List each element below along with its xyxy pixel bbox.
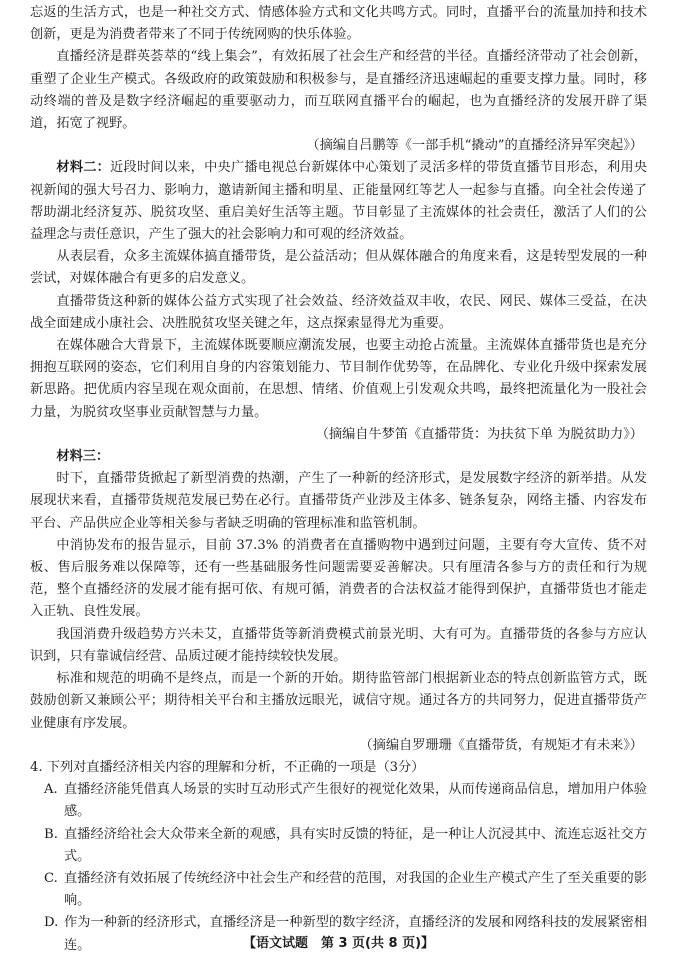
material-two-paragraph: 在媒体融合大背景下，主流媒体既要顺应潮流发展，也要主动抢占流量。主流媒体直播带货也是充分拥抱互联网的姿态，它们利用自身的内容策划能力、节目制作优势等，在品牌化、专业化升级中探索发展新思路。把优质内容呈现在观众面前，在思想、情绪、价值观上引发观众共鸣，最终把流量化为一股社会力量，为脱贫攻坚事业贡献智慧与力量。 — [30, 338, 647, 420]
question-stem: 4. 下列对直播经济相关内容的理解和分析，不正确的一项是（3分） — [30, 759, 425, 775]
material-two-title: 材料二： — [56, 160, 111, 176]
material-two-source: （摘编自牛梦笛《直播带货：为扶贫下单 为脱贫助力》） — [315, 426, 643, 442]
material-one-source: （摘编自吕鹏等《一部手机“撬动”的直播经济异军突起》） — [306, 138, 643, 154]
material-two-paragraph-text: 近段时间以来，中央广播电视总台新媒体中心策划了灵活多样的带货直播节目形态，利用央视新闻的强大号召力、影响力，邀请新闻主播和明星、正能量网红等艺人一起参与直播。向全社会传递了帮助湖北经济复苏、脱贫攻坚、重启美好生活等主题。节目彰显了主流媒体的社会责任，激活了人们的公益理念与责任意识，产生了强大的社会影响力和可观的经济效益。 — [30, 160, 648, 243]
option-letter: C. — [44, 870, 58, 886]
material-two-paragraph — [30, 157, 647, 246]
option-b[interactable] — [30, 824, 647, 868]
question-four — [30, 757, 647, 957]
material-one-section — [30, 2, 647, 157]
option-letter: A. — [44, 782, 58, 798]
page-footer: 【语文试题 第 3 页(共 8 页)】 — [242, 935, 435, 951]
material-two-paragraph: 从表层看，众多主流媒体搞直播带货，是公益活动；但从媒体融合的角度来看，这是转型发展的一种尝试，对媒体融合有更多的启发意义。 — [30, 249, 647, 287]
material-one-paragraph-continued: 忘返的生活方式，也是一种社交方式、情感体验方式和文化共鸣方式。同时，直播平台的流量加持和技术创新，更是为消费者带来了不同于传统网购的快乐体验。 — [30, 5, 647, 43]
option-letter: D. — [44, 915, 59, 931]
material-two-section — [30, 157, 647, 446]
material-three-paragraph: 标准和规范的明确不是终点，而是一个新的开始。期待监管部门根据新业态的特点创新监管方式，既鼓励创新又兼顾公平；期待相关平台和主播放远眼光，诚信守规。通过各方的共同努力，促进直播带货产业健康有序发展。 — [30, 671, 647, 731]
option-a[interactable] — [30, 779, 647, 823]
option-text: 直播经济给社会大众带来全新的观感，具有实时反馈的特征，是一种让人沉浸其中、流连忘返社交方式。 — [64, 826, 647, 864]
option-text: 直播经济有效拓展了传统经济中社会生产和经营的范围，对我国的企业生产模式产生了至关重要的影响。 — [64, 870, 647, 909]
material-three-section — [30, 446, 647, 757]
material-one-paragraph: 直播经济是群英荟萃的“线上集会”，有效拓展了社会生产和经营的半径。直播经济带动了社会创新，重塑了企业生产模式。各级政府的政策鼓励和积极参与，是直播经济迅速崛起的重要支撑力量。同时，移动终端的普及是数字经济崛起的重要驱动力，而互联网直播平台的崛起，也为直播经济的发展开辟了渠道，拓宽了视野。 — [30, 49, 647, 132]
material-two-paragraph: 直播带货这种新的媒体公益方式实现了社会效益、经济效益双丰收，农民、网民、媒体三受益，在决战全面建成小康社会、决胜脱贫攻坚关键之年，这点探索显得尤为重要。 — [30, 293, 647, 331]
material-three-title: 材料三： — [56, 449, 110, 465]
option-text: 作为一种新的经济形式，直播经济是一种新型的数字经济，直播经济的发展和网络科技的发展紧密相连。 — [64, 915, 647, 953]
material-three-paragraph: 时下，直播带货掀起了新型消费的热潮，产生了一种新的经济形式，是发展数字经济的新举措。从发展现状来看，直播带货规范发展已势在必行。直播带货产业涉及主体多、链条复杂，网络主播、内容发布平台、产品供应企业等相关参与者缺乏明确的管理标准和监管机制。 — [30, 471, 647, 531]
material-three-paragraph: 我国消费升级趋势方兴未艾，直播带货等新消费模式前景光明、大有可为。直播带货的各参与方应认识到，只有靠诚信经营、品质过硬才能持续较快发展。 — [30, 626, 647, 664]
material-three-paragraph: 中消协发布的报告显示，目前 37.3% 的消费者在直播购物中遇到过问题，主要有夸大宣传、货不对板、售后服务难以保障等，还有一些基础服务性问题需要妥善解决。只有厘清各参与方的责任和行为规范，整个直播经济的发展才能有据可依、有规可循，消费者的合法权益才能得到保护，直播带货也才能走入正轨、良性发展。 — [30, 537, 647, 620]
material-three-source: （摘编自罗珊珊《直播带货，有规矩才有未来》） — [359, 737, 643, 753]
option-c[interactable] — [30, 868, 647, 912]
option-letter: B. — [44, 826, 58, 842]
option-text: 直播经济能凭借真人场景的实时互动形式产生很好的视觉化效果，从而传递商品信息，增加用户体验感。 — [64, 782, 647, 820]
